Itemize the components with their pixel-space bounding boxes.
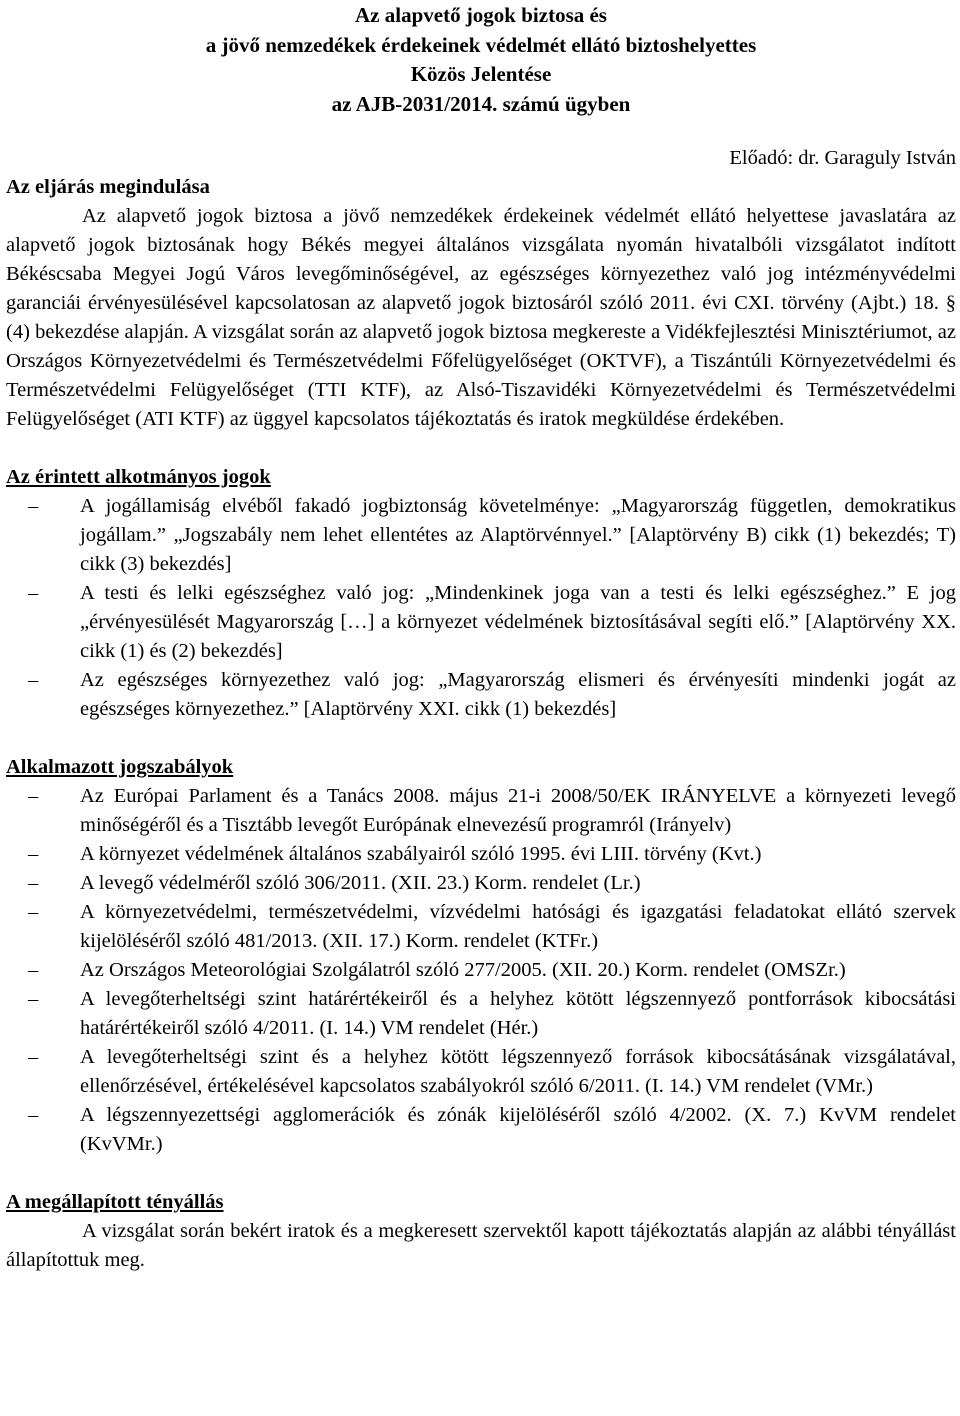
spacer — [6, 724, 956, 753]
title-line: a jövő nemzedékek érdekeinek védelmét ellátó biztoshelyettes — [205, 32, 757, 57]
dash-marker: – — [28, 901, 39, 923]
presenter: Előadó: dr. Garaguly István — [729, 147, 956, 169]
list-item-text: Az Országos Meteorológiai Szolgálatról szóló 277/2005. (XII. 20.) Korm. rendelet (OMSZr.) — [80, 959, 846, 981]
dash-marker: – — [28, 843, 39, 865]
spacer — [6, 1159, 956, 1188]
dash-marker: – — [28, 959, 39, 981]
section-heading-constitutional-rights: Az érintett alkotmányos jogok — [6, 466, 271, 488]
title-line: az AJB-2031/2014. számú ügyben — [331, 91, 631, 116]
list-item — [6, 1043, 956, 1101]
dash-marker: – — [28, 669, 39, 691]
dash-marker: – — [28, 1046, 39, 1068]
applied-laws-list — [6, 782, 956, 1159]
list-item — [6, 898, 956, 956]
document-title — [6, 1, 956, 119]
list-item — [6, 579, 956, 666]
title-line: Közös Jelentése — [410, 62, 552, 86]
dash-marker: – — [28, 1104, 39, 1126]
list-item — [6, 985, 956, 1043]
section-paragraph-proceedings: Az alapvető jogok biztosa a jövő nemzedékek érdekeinek védelmét ellátó helyettese javaslatára az alapvető jogok biztosának hogy Békés megyei általános vizsgálata nyomán hivatalbóli vizsgálatot indított Békéscsaba Megyei Jogú Város levegőminőségével, az egészséges környezethez való jog intézményvédelmi garanciái érvényesülésével kapcsolatosan az alapvető jogok biztosáról szóló 2011. évi CXI. törvény (Ajbt.) 18. § (4) bekezdése alapján. A vizsgálat során az alapvető jogok biztosa megkereste a Vidékfejlesztési Minisztériumot, az Országos Környezetvédelmi és Természetvédelmi Főfelügyelőséget (OKTVF), a Tiszántúli Környezetvédelmi és Természetvédelmi Felügyelőséget (TTI KTF), az Alsó-Tiszavidéki Környezetvédelmi és Természetvédelmi Felügyelőséget (ATI KTF) az üggyel kapcsolatos tájékoztatás és iratok megküldése érdekében. — [6, 205, 956, 430]
list-item-text: Az Európai Parlament és a Tanács 2008. május 21-i 2008/50/EK IRÁNYELVE a környezeti levegő minőségéről és a Tisztább levegőt Európának elnevezésű programról (Irányelv) — [80, 785, 956, 836]
list-item — [6, 666, 956, 724]
list-item — [6, 840, 956, 869]
title-line: Az alapvető jogok biztosa és — [355, 3, 607, 27]
list-item-text: A légszennyezettségi agglomerációk és zónák kijelöléséről szóló 4/2002. (X. 7.) KvVM rendelet (KvVMr.) — [80, 1104, 956, 1155]
dash-marker: – — [28, 785, 39, 807]
list-item-text: A környezetvédelmi, természetvédelmi, vízvédelmi hatósági és igazgatási feladatokat ellátó szervek kijelöléséről szóló 481/2013. (XII. 17.) Korm. rendelet (KTFr.) — [80, 901, 956, 952]
dash-marker: – — [28, 495, 39, 517]
section-heading-applied-laws: Alkalmazott jogszabályok — [6, 756, 234, 778]
dash-marker: – — [28, 988, 39, 1010]
list-item — [6, 869, 956, 898]
section-heading-established-facts: A megállapított tényállás — [6, 1191, 224, 1213]
list-item-text: A levegő védelméről szóló 306/2011. (XII. 23.) Korm. rendelet (Lr.) — [80, 872, 641, 894]
section-paragraph-established-facts: A vizsgálat során bekért iratok és a megkeresett szervektől kapott tájékoztatás alapján az alábbi tényállást állapítottuk meg. — [6, 1220, 956, 1271]
list-item-text: A jogállamiság elvéből fakadó jogbiztonság követelménye: „Magyarország független, demokratikus jogállam.” „Jogszabály nem lehet ellentétes az Alaptörvénnyel.” [Alaptörvény B) cikk (1) bekezdés; T) cikk (3) bekezdés] — [80, 495, 956, 575]
list-item — [6, 782, 956, 840]
constitutional-rights-list — [6, 492, 956, 724]
list-item — [6, 1101, 956, 1159]
dash-marker: – — [28, 582, 39, 604]
dash-marker: – — [28, 872, 39, 894]
list-item — [6, 956, 956, 985]
spacer — [6, 434, 956, 463]
list-item — [6, 492, 956, 579]
list-item-text: A környezet védelmének általános szabályairól szóló 1995. évi LIII. törvény (Kvt.) — [80, 843, 762, 865]
list-item-text: A levegőterheltségi szint és a helyhez kötött légszennyező források kibocsátásának vizsgálatával, ellenőrzésével, értékelésével kapcsolatos szabályokról szóló 6/2011. (I. 14.) VM rendelet (VMr.) — [80, 1046, 956, 1097]
list-item-text: Az egészséges környezethez való jog: „Magyarország elismeri és érvényesíti mindenki jogát az egészséges környezethez.” [Alaptörvény XXI. cikk (1) bekezdés] — [80, 669, 956, 720]
list-item-text: A testi és lelki egészséghez való jog: „Mindenkinek joga van a testi és lelki egészséghez.” E jog „érvényesülését Magyarország […] a környezet védelmének biztosításával segíti elő.” [Alaptörvény XX. cikk (1) és (2) bekezdés] — [80, 582, 956, 662]
list-item-text: A levegőterheltségi szint határértékeiről és a helyhez kötött légszennyező pontforrások kibocsátási határértékeiről szóló 4/2011. (I. 14.) VM rendelet (Hér.) — [80, 988, 956, 1039]
document-page — [6, 0, 956, 1275]
section-heading-proceedings: Az eljárás megindulása — [6, 176, 210, 198]
